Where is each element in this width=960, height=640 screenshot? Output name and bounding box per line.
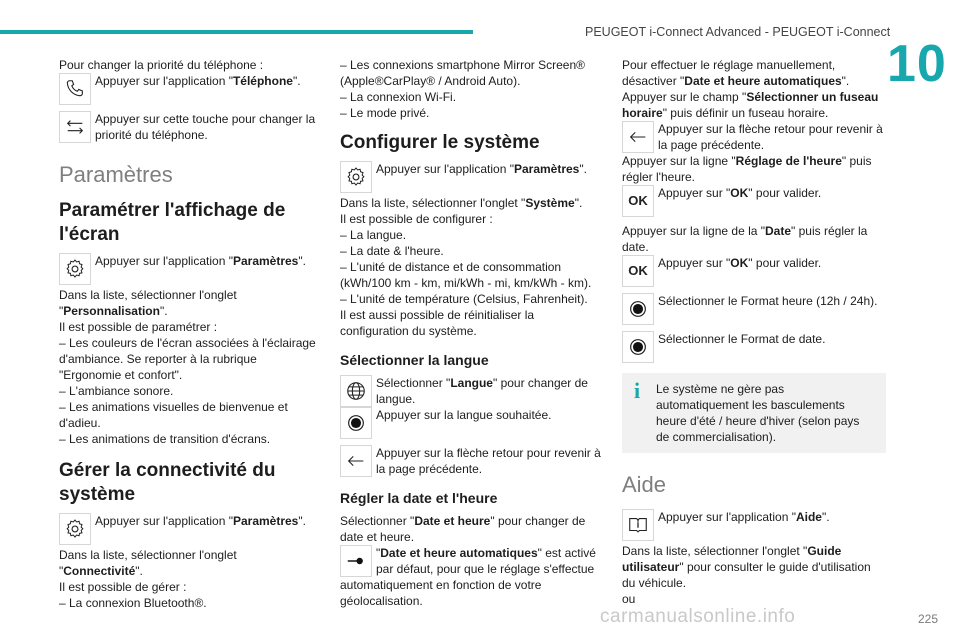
text-bold: Sélectionner un fuseau horaire [622,90,879,120]
text: " pour changer de langue. [376,376,588,406]
text: Appuyer sur l'application " [95,514,233,528]
step-text: Sélectionner le Format de date. [658,332,826,346]
step-settings-app [59,253,321,285]
text: " puis régler la date. [622,224,868,254]
text-bold: Aide [795,510,822,524]
step-ok-date [622,255,886,287]
radio-icon [340,407,372,439]
text: ". [159,304,168,318]
gear-icon [340,161,372,193]
ok-label: OK [628,263,648,278]
text: Sélectionner " [340,514,415,528]
step-aide-app [622,509,886,541]
text: " [59,304,64,318]
text-bold: Réglage de l'heure [735,154,842,168]
text: Appuyer sur la ligne de la " [622,224,766,238]
text-bold: Personnalisation [63,304,160,318]
text: Appuyer sur le champ " [622,90,747,104]
step-phone-app [59,73,321,105]
toggle-icon [340,545,372,577]
info-note [622,373,886,453]
column-2 [340,57,602,609]
text-bold: Guide utilisateur [622,544,842,574]
step-select-langue [340,375,602,407]
radio-icon [622,331,654,363]
text-bold: Connectivité [63,564,136,578]
text: " pour valider. [748,186,822,200]
text: Dans la liste, sélectionner l'onglet " [340,196,526,210]
text: " [59,564,64,578]
text: ". [298,254,306,268]
paragraph: Il est aussi possible de réinitialiser la configuration du système. [340,308,535,338]
ok-button-icon [622,255,654,287]
heading-connectivite: Gérer la connectivité du système [59,460,276,505]
text: " pour consulter le guide d'utilisation du véhicule. [622,560,871,590]
step-text: Sélectionner le Format heure (12h / 24h). [658,294,878,308]
ok-button-icon [622,185,654,217]
globe-icon [340,375,372,407]
text-bold: Paramètres [232,514,299,528]
text: " puis définir un fuseau horaire. [662,106,829,120]
book-icon [622,509,654,541]
text-bold: Système [525,196,575,210]
step-ok-heure [622,185,886,217]
text: " est activé par défaut, pour que le réglage s'effectue automatiquement en fonction de votre géolocalisation. [340,546,596,608]
gear-icon [59,253,91,285]
paragraph-ou: ou [622,592,636,606]
text: ". [574,196,583,210]
text: ". [298,514,306,528]
swap-arrows-icon [59,111,91,143]
text-bold: Téléphone [232,74,293,88]
text: " [376,546,381,560]
column-1 [59,57,321,611]
text: Appuyer sur la ligne " [622,154,736,168]
text-bold: Date et heure [414,514,491,528]
list-item: – L'unité de température (Celsius, Fahrenheit). [340,292,588,306]
list-item: – Les couleurs de l'écran associées à l'éclairage d'ambiance. Se reporter à la rubrique "Ergonomie et confort". [59,336,316,382]
text: Appuyer sur " [658,186,731,200]
back-arrow-icon [340,445,372,477]
step-auto-date [340,545,602,609]
heading-configurer: Configurer le système [340,132,540,153]
heading-date-heure: Régler la date et l'heure [340,490,498,506]
list-item: – Les connexions smartphone Mirror Screen® (Apple®CarPlay® / Android Auto). [340,58,585,88]
paragraph: Il est possible de gérer : [59,580,187,594]
list-item: – La date & l'heure. [340,244,444,258]
step-back-langue [340,445,602,477]
text-bold: Date et heure automatiques [380,546,538,560]
text-bold: Langue [450,376,493,390]
text: ". [292,74,301,88]
priority-intro: Pour changer la priorité du téléphone : [59,58,264,72]
text: " puis régler l'heure. [622,154,872,184]
header-title: PEUGEOT i-Connect Advanced - PEUGEOT i-Connect [585,25,891,39]
section-title-parametres: Paramètres [59,162,173,187]
text-bold: Paramètres [232,254,299,268]
text: Appuyer sur " [658,256,731,270]
radio-icon [622,293,654,325]
text: ". [821,510,830,524]
list-item: – L'unité de distance et de consommation (kWh/100 km - km, mi/kWh - mi, km/kWh - km). [340,260,592,290]
ok-label: OK [628,193,648,208]
text: ". [579,162,587,176]
heading-langue: Sélectionner la langue [340,352,489,368]
text: Pour effectuer le réglage manuellement, désactiver " [622,58,836,88]
step-choose-langue [340,407,602,439]
step-settings-app-2 [59,513,321,545]
text: Appuyer sur l'application " [376,162,514,176]
list-item: – La langue. [340,228,407,242]
paragraph: Dans la liste, sélectionner l'onglet [59,288,237,302]
section-title-aide: Aide [622,472,667,497]
list-item: – Les animations de transition d'écrans. [59,432,271,446]
list-item: – Le mode privé. [340,106,430,120]
column-3 [622,57,886,607]
list-item: – La connexion Wi-Fi. [340,90,457,104]
step-back-fuseau [622,121,886,153]
list-item: – La connexion Bluetooth®. [59,596,207,610]
text: Appuyer sur l'application " [95,254,233,268]
text: " pour valider. [748,256,822,270]
text: Appuyer sur l'application " [658,510,796,524]
gear-icon [59,513,91,545]
text: ". [135,564,143,578]
phone-icon [59,73,91,105]
text: Sélectionner " [376,376,451,390]
chapter-number: 10 [887,35,947,93]
heading-affichage: Paramétrer l'affichage de l'écran [59,200,286,245]
text: Appuyer sur l'application " [95,74,233,88]
header-accent-bar [0,30,473,34]
paragraph: Il est possible de paramétrer : [59,320,218,334]
list-item: – Les animations visuelles de bienvenue et d'adieu. [59,400,288,430]
list-item: – L'ambiance sonore. [59,384,174,398]
text: Dans la liste, sélectionner l'onglet " [622,544,808,558]
watermark: carmanualsonline.info [600,606,796,627]
step-text: Appuyer sur la langue souhaitée. [376,408,552,422]
paragraph: Dans la liste, sélectionner l'onglet [59,548,237,562]
text-bold: OK [730,186,749,200]
step-text: Appuyer sur la flèche retour pour revenir à la page précédente. [658,122,883,152]
step-swap-priority [59,111,321,143]
text-bold: OK [730,256,749,270]
note-text: Le système ne gère pas automatiquement les basculements heure d'été / heure d'hiver (selon pays de commercialisation). [656,382,860,444]
step-settings-app-3 [340,161,602,193]
text-bold: Date [765,224,792,238]
text-bold: Paramètres [513,162,580,176]
step-format-date [622,331,886,363]
step-swap-text: Appuyer sur cette touche pour changer la priorité du téléphone. [95,112,316,142]
text: " pour changer de date et heure. [340,514,586,544]
paragraph: Il est possible de configurer : [340,212,493,226]
text-bold: Date et heure automatiques [684,74,842,88]
info-icon: i [634,378,641,403]
page-number: 225 [918,612,939,626]
step-format-heure [622,293,886,325]
step-text: Appuyer sur la flèche retour pour revenir à la page précédente. [376,446,601,476]
text: ". [841,74,850,88]
back-arrow-icon [622,121,654,153]
